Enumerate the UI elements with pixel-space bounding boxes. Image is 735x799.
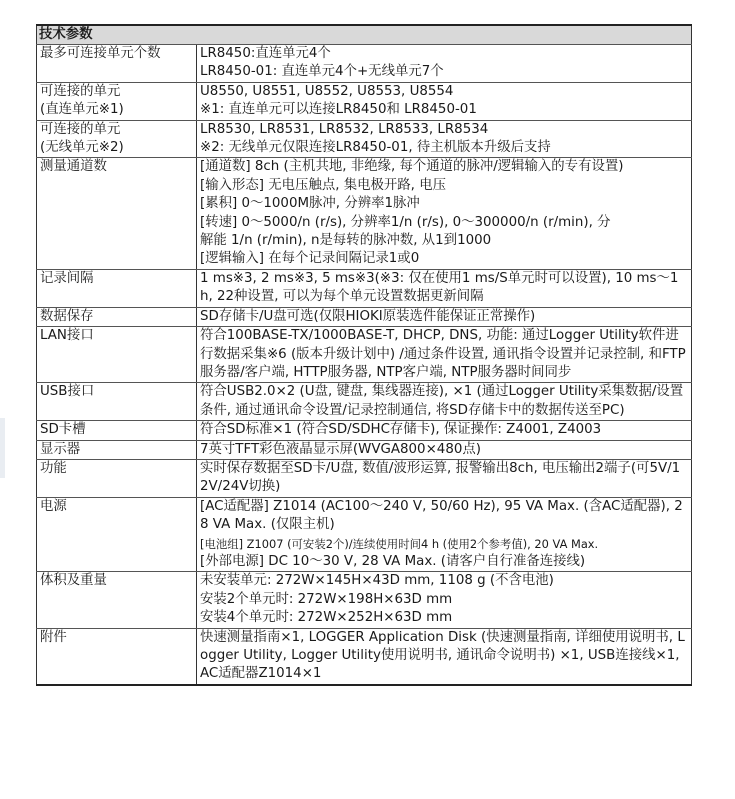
row-value [197, 120, 692, 158]
row-value-line: 解能 1/n (r/min), n是每转的脉冲数, 从1到1000 [200, 233, 492, 249]
row-label [37, 327, 197, 383]
table-body [37, 45, 692, 685]
row-value-line: LR8450-01: 直连单元4个+无线单元7个 [200, 64, 444, 80]
table-row [37, 383, 692, 421]
row-value-line: [AC适配器] Z1014 (AC100～240 V, 50/60 Hz), 95 VA Max. (含AC适配器), 28 VA Max. (仅限主机) [200, 498, 683, 533]
row-value [197, 82, 692, 120]
row-value [197, 440, 692, 459]
row-value [197, 572, 692, 628]
row-value-line: ※2: 无线单元仅限连接LR8450-01, 待主机版本升级后支持 [200, 140, 551, 156]
row-label [37, 45, 197, 83]
row-label [37, 383, 197, 421]
row-label-line: 最多可连接单元个数 [40, 46, 161, 61]
row-value-line: 实时保存数据至SD卡/U盘, 数值/波形运算, 报警输出8ch, 电压输出2端子(可5V/12V/24V切换) [200, 460, 681, 495]
row-label-line: SD卡槽 [40, 422, 86, 438]
table-row [37, 158, 692, 269]
row-label-line: 附件 [40, 629, 67, 645]
row-label [37, 82, 197, 120]
table-row [37, 421, 692, 440]
row-value-line: [输入形态] 无电压触点, 集电极开路, 电压 [200, 177, 446, 193]
row-value-line: U8550, U8551, U8552, U8553, U8554 [200, 83, 454, 99]
table-row [37, 307, 692, 326]
row-value-line: [电池组] Z1007 (可安装2个)/连续使用时间4 h (使用2个参考值), 20 VA Max. [200, 536, 599, 551]
row-value [197, 158, 692, 269]
row-value-line: [外部电源] DC 10～30 V, 28 VA Max. (请客户自行准备连接线) [200, 553, 586, 569]
table-row [37, 459, 692, 497]
table-row [37, 82, 692, 120]
row-label [37, 158, 197, 269]
table-row [37, 45, 692, 83]
row-value-line: 快速测量指南×1, LOGGER Application Disk (快速测量指南, 详细使用说明书, Logger Utility, Logger Utility使用说明书, 通讯命令说明书) ×1, USB连接线×1, AC适配器Z1014×1 [200, 629, 685, 682]
row-label [37, 572, 197, 628]
row-value-line: 符合USB2.0×2 (U盘, 键盘, 集线器连接), ×1 (通过Logger Utility采集数据/设置条件, 通过通讯命令设置/记录控制通信, 将SD存储卡中的数据传送至PC) [200, 384, 684, 418]
row-value [197, 45, 692, 83]
table-row [37, 120, 692, 158]
page-edge-mark [0, 418, 5, 478]
row-label [37, 440, 197, 459]
row-value-line: [通道数] 8ch (主机共地, 非绝缘, 每个通道的脉冲/逻辑输入的专有设置) [200, 159, 624, 175]
table-row [37, 327, 692, 383]
row-value-line: 符合100BASE-TX/1000BASE-T, DHCP, DNS, 功能: 通过Logger Utility软件进行数据采集※6 (版本升级计划中) /通过条件设置, 通讯指令设置并记录控制, 和FTP服务器/客户端, HTTP服务器, NTP客户端, NTP服务器时间同步 [200, 328, 686, 380]
row-value-line: [逻辑输入] 在每个记录间隔记录1或0 [200, 251, 420, 267]
row-value-line: 1 ms※3, 2 ms※3, 5 ms※3(※3: 仅在使用1 ms/S单元时可以设置), 10 ms～1 h, 22种设置, 可以为每个单元设置数据更新间隔 [200, 270, 679, 305]
table-row [37, 497, 692, 572]
row-label-line: 显示器 [40, 441, 81, 457]
row-label-line: 电源 [40, 498, 67, 514]
spec-table [36, 24, 692, 686]
row-label-line: USB接口 [40, 384, 95, 400]
table-header-row [37, 25, 692, 45]
row-value-line: LR8450:直连单元4个 [200, 46, 331, 61]
row-value-line: 安装4个单元时: 272W×252H×63D mm [200, 610, 453, 626]
row-value [197, 307, 692, 326]
row-value [197, 383, 692, 421]
row-value-line: 安装2个单元时: 272W×198H×63D mm [200, 591, 453, 607]
row-value-line: ※1: 直连单元可以连接LR8450和 LR8450-01 [200, 102, 477, 118]
row-label-line: (无线单元※2) [40, 140, 124, 156]
table-row [37, 440, 692, 459]
row-value [197, 269, 692, 307]
row-label-line: (直连单元※1) [40, 102, 124, 118]
row-label [37, 628, 197, 685]
row-label-line: 可连接的单元 [40, 121, 121, 137]
row-label [37, 459, 197, 497]
row-label [37, 307, 197, 326]
row-value [197, 497, 692, 572]
row-label [37, 497, 197, 572]
row-value-line: [累积] 0～1000M脉冲, 分辨率1脉冲 [200, 196, 420, 212]
row-value [197, 628, 692, 685]
row-label [37, 120, 197, 158]
table-row [37, 572, 692, 628]
row-label-line: LAN接口 [40, 328, 94, 344]
row-label-line: 测量通道数 [40, 159, 107, 175]
table-title: 技术参数 [37, 25, 692, 45]
row-label [37, 421, 197, 440]
row-label-line: 可连接的单元 [40, 83, 121, 99]
row-value-line: SD存储卡/U盘可选(仅限HIOKI原装选件能保证正常操作) [200, 308, 536, 324]
row-value [197, 421, 692, 440]
row-value-line: 7英寸TFT彩色液晶显示屏(WVGA800×480点) [200, 441, 481, 457]
row-label-line: 体积及重量 [40, 573, 107, 589]
row-label-line: 记录间隔 [40, 270, 94, 286]
row-value-line: LR8530, LR8531, LR8532, LR8533, LR8534 [200, 121, 489, 137]
table-row [37, 269, 692, 307]
row-value-line: 符合SD标准×1 (符合SD/SDHC存储卡), 保证操作: Z4001, Z4003 [200, 422, 602, 438]
row-label-line: 功能 [40, 460, 67, 476]
table-row [37, 628, 692, 685]
row-value [197, 459, 692, 497]
row-label [37, 269, 197, 307]
row-label-line: 数据保存 [40, 308, 94, 324]
row-value [197, 327, 692, 383]
row-value-line: [转速] 0～5000/n (r/s), 分辨率1/n (r/s), 0～300000/n (r/min), 分 [200, 214, 611, 230]
row-value-line: 未安装单元: 272W×145H×43D mm, 1108 g (不含电池) [200, 573, 554, 589]
